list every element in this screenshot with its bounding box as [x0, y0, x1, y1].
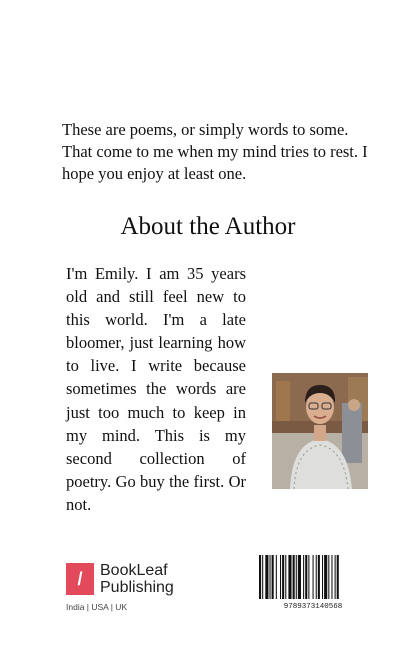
barcode-bar	[316, 555, 317, 599]
barcode-bar	[298, 555, 301, 599]
intro-text: These are poems, or simply words to some. That come to me when my mind tries to rest. I hope you enjoy at least one.	[62, 120, 368, 183]
about-author-heading: About the Author	[120, 213, 296, 240]
publisher-regions: India | USA | UK	[66, 602, 128, 612]
publisher-name-line2: Publishing	[100, 579, 174, 596]
barcode-bar	[331, 555, 332, 599]
barcode-bar	[328, 555, 329, 599]
barcode-bar	[303, 555, 304, 599]
barcode-bar	[259, 555, 261, 599]
barcode-bar	[288, 555, 291, 599]
author-photo	[272, 373, 368, 489]
barcode-bar	[280, 555, 281, 599]
barcode-bar	[270, 555, 271, 599]
publisher-name-line1: BookLeaf	[100, 562, 168, 579]
publisher-name	[100, 563, 174, 597]
barcode-bar	[318, 555, 320, 599]
barcode-bar	[335, 555, 336, 599]
isbn-number: 9789373140568	[283, 603, 343, 611]
author-bio: I'm Emily. I am 35 years old and still feel new to this world. I'm a late bloomer, just learning how to live. I write because sometimes the words are just too much to keep in my mind. This is my second collection of poetry. Go buy the first. Or not.	[66, 264, 246, 514]
barcode-bar	[272, 555, 274, 599]
barcode-bar	[293, 555, 295, 599]
barcode-bar	[282, 555, 284, 599]
barcode-bar	[296, 555, 297, 599]
isbn-barcode	[258, 555, 368, 599]
barcode-bar	[276, 555, 277, 599]
barcode-bar	[262, 555, 263, 599]
bookleaf-logo-icon: /	[66, 563, 94, 595]
barcode-bar	[313, 555, 314, 599]
barcode-bar	[305, 555, 307, 599]
barcode-bar	[322, 555, 323, 599]
barcode-bar	[285, 555, 286, 599]
barcode-bar	[337, 555, 339, 599]
barcode-bar	[265, 555, 268, 599]
barcode-bar	[308, 555, 309, 599]
barcode-bar	[324, 555, 327, 599]
